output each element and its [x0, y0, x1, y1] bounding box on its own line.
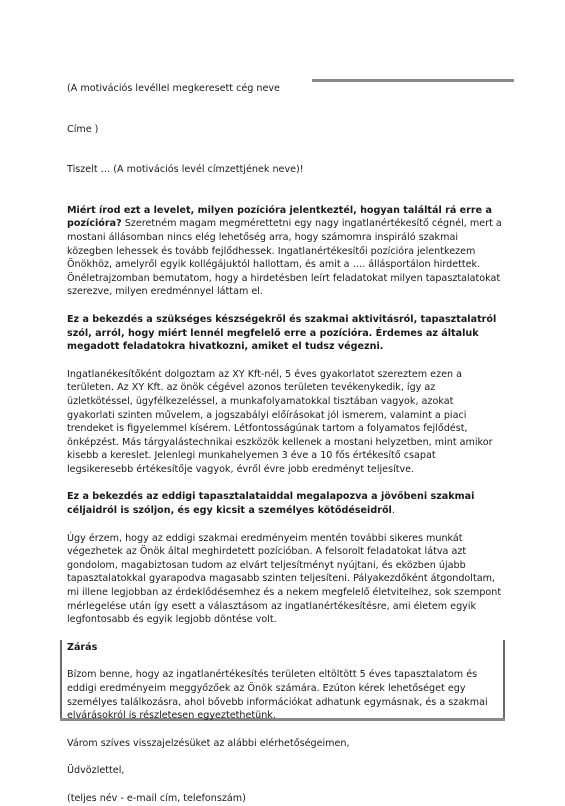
intro-paragraph [67, 204, 503, 299]
goals-heading-end: . [391, 505, 395, 517]
closing-heading: Zárás [67, 641, 98, 653]
intro-body: Szeretném magam megmérettetni egy nagy ingatlanértékesítő cégnél, mert a mostani állásomban nincs elég lehetőség arra, hogy számomra inspiráló szakmai közegben lehessek és tovább fejlődhessek. Ingatlanértékesítői pozícióra jelentkezem Önökhöz, amelyről egyik kollégájuktól hallottam, és amit a …. állásportálon hirdettek. Önéletrajzomban bemutatom, hogy a hirdetésben leírt feladatokat milyen tapasztalatokat szerezve, milyen eredménnyel láttam el. [67, 218, 502, 298]
goals-heading: Ez a bekezdés az eddigi tapasztalataiddal megalapozva a jövőbeni szakmai céljaidról is szóljon, és egy kicsit a személyes kötődéseidről [67, 491, 475, 517]
signature-line: (teljes név - e-mail cím, telefonszám) [67, 792, 246, 804]
goals-body: Úgy érzem, hogy az eddigi szakmai eredményeim mentén további sikeres munkát végezhetek az Önök által meghirdetett pozícióban. A felsorolt feladatokat látva azt gondolom, magabiztosan tudom az elvárt teljesítményt nyújtani, és eközben újabb tapasztalatokkal gyarapodva magasabb szinten teljesíteni. Pályakezdőként átgondoltam, mi illene legjobban az érdeklődésemhez és a nekem megfelelő életvitelhez, sok szempont mérlegelése után így esett a választásom az ingatlanértékesítésre, ami életem egyik legfontosabb és egyik legjobb döntése volt. [67, 532, 502, 626]
salutation: Tiszelt … (A motivációs levél címzettjének neve)! [67, 164, 304, 176]
greeting: Üdvözlettel, [67, 765, 125, 777]
goals-paragraph-heading [67, 490, 503, 517]
address-line: Címe ) [67, 123, 99, 135]
frame-left-border [60, 640, 62, 720]
letter-body [67, 82, 503, 806]
skills-heading: Ez a bekezdés a szükséges készségekről és szakmai aktivitásról, tapasztalatról szól, arról, hogy miért lennél megfelelő erre a pozícióra. Érdemes az általuk megadott feladatokra hivatkozni, amiket el tudsz végezni. [67, 313, 497, 353]
closing-body: Bízom benne, hogy az ingatlanértékesítés területen eltöltött 5 éves tapasztalatom és eddigi eredményeim meggyőzőek az Önök számára. Ezúton kérek lehetőséget egy személyes találkozásra, ahol bővebb információkat adhatunk egymásnak, és a szakmai elvárásokról is részletesen egyeztethetünk. [67, 669, 488, 722]
frame-right-border [503, 640, 505, 720]
awaiting-line: Várom szíves visszajelzésüket az alábbi elérhetőségeimen, [67, 737, 350, 749]
company-line: (A motivációs levéllel megkeresett cég neve [67, 83, 280, 94]
skills-body: Ingatlanékesítőként dolgoztam az XY Kft-nél, 5 éves gyakorlatot szereztem ezen a területen. Az XY Kft. az önök cégével azonos területen tevékenykedik, így az üzletkötéssel, ügyfélkezeléssel, a munkafolyamatokkal tisztában vagyok, azokat gyakorlati szinten művelem, a jogszabályi előírásokat jól ismerem, valamint a piaci trendeket is figyelemmel kísérem. Létfontosságúnak tartom a folyamatos fejlődést, önképzést. Más tárgyalástechnikai eszközök kellenek a mostani helyzetben, mint amikor kisebb a kereslet. Jelenlegi munkahelyemen 3 éve a 10 fős értékesítő csapat legsikeresebb értékesítője vagyok, évről évre jobb eredményt teljesítve. [67, 368, 493, 475]
intro-heading: Miért írod ezt a levelet, milyen pozícióra jelentkeztél, hogyan találtál rá erre a pozícióra? [67, 204, 492, 230]
